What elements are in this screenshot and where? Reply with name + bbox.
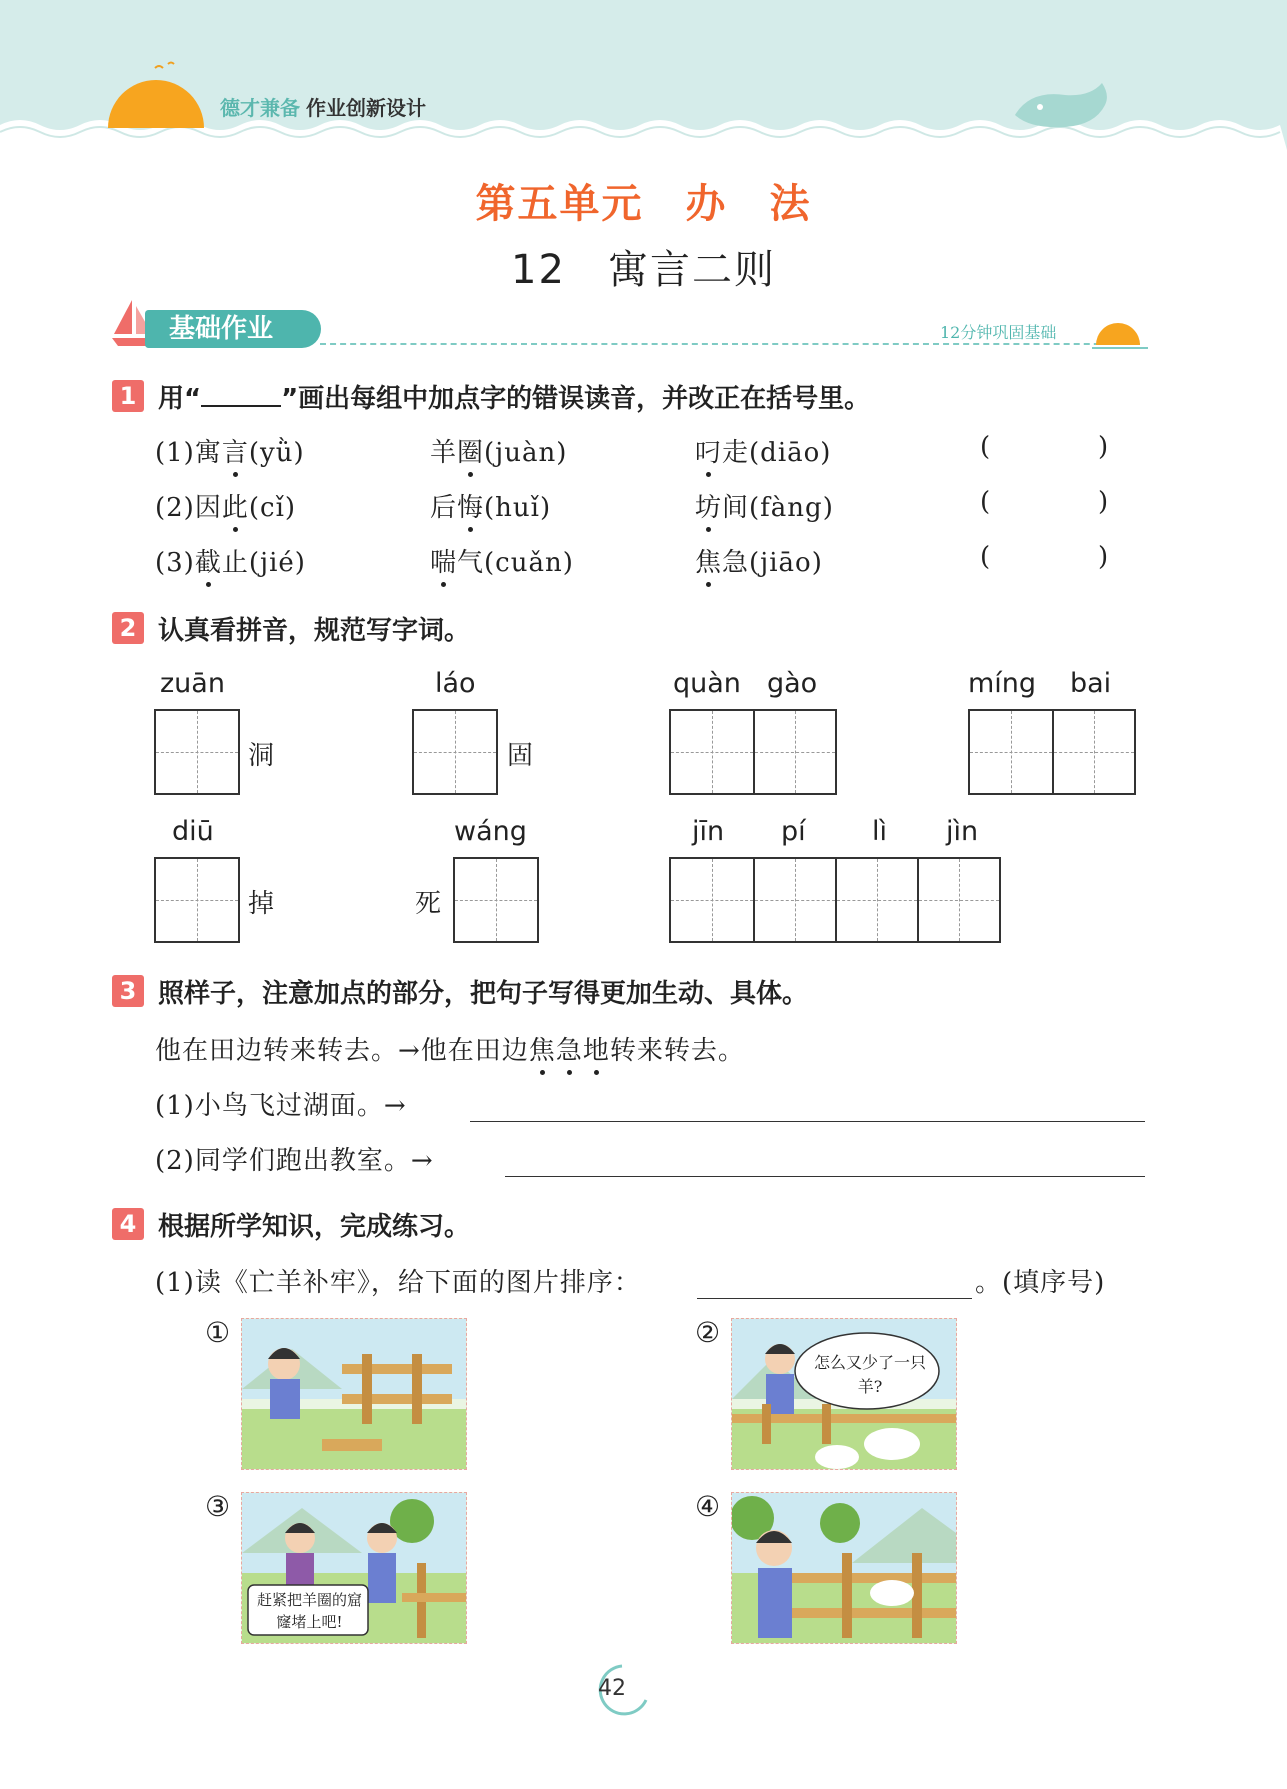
question-1-number: 1 xyxy=(112,380,144,412)
picture-4-number: ④ xyxy=(695,1490,721,1523)
q2-pinyin-zuan: zuān xyxy=(160,668,225,699)
question-3-text: 照样子，注意加点的部分，把句子写得更加生动、具体。 xyxy=(158,979,809,1009)
q2-pinyin-quan: quàn xyxy=(673,668,741,699)
q1-r1b-pinyin: (juàn) xyxy=(484,438,568,468)
q1-r1c-dotted-char: 叼 xyxy=(695,432,722,469)
q1-r2-pinyin: (cǐ) xyxy=(248,493,297,523)
q2-pinyin-wang: wáng xyxy=(454,816,527,847)
q2-pinyin-gao: gào xyxy=(767,668,818,699)
picture-1-illustration xyxy=(242,1319,466,1469)
sun-icon xyxy=(100,60,210,130)
question-3-number: 3 xyxy=(112,975,144,1007)
q2-grid-quangao[interactable] xyxy=(669,709,837,795)
q1-r3-pinyin: (jié) xyxy=(248,548,306,578)
q1-row-1-a xyxy=(155,432,305,469)
q3-answer-line-1[interactable] xyxy=(470,1120,1145,1122)
q1-row-3-answer-open[interactable]: ( xyxy=(980,542,991,572)
q1-row-2-a xyxy=(155,487,296,524)
q1-row-2-answer-open[interactable]: ( xyxy=(980,487,991,517)
q2-grid-mingbai[interactable] xyxy=(968,709,1136,795)
picture-3 xyxy=(241,1492,467,1644)
q3-example xyxy=(155,1030,745,1067)
q1-r2b-char: 后 xyxy=(430,493,458,523)
q2-pinyin-pi: pí xyxy=(781,816,806,847)
q2-pinyin-jin: jīn xyxy=(692,816,725,847)
q1-row-1-b xyxy=(430,432,567,469)
q2-grid-wang[interactable] xyxy=(453,857,539,943)
q1-row-3-a xyxy=(155,542,306,579)
q1-r3b-char: 气 xyxy=(457,548,485,578)
q3-example-dot-1: 焦 xyxy=(529,1030,556,1067)
q1-row-3-c xyxy=(695,542,823,579)
question-4-text: 根据所学知识，完成练习。 xyxy=(158,1212,471,1242)
q1-r3c-pinyin: (jiāo) xyxy=(749,548,823,578)
q1-row-1-answer-close: ) xyxy=(1098,432,1109,462)
q1-r1b-dotted-char: 圈 xyxy=(457,432,484,469)
q1-underline-sample xyxy=(201,385,281,407)
question-1-text xyxy=(158,378,870,415)
q2-grid-diu[interactable] xyxy=(154,857,240,943)
q2-pinyin-diu: diū xyxy=(172,816,214,847)
brand-part-b: 作业创新设计 xyxy=(306,96,426,120)
picture-1 xyxy=(241,1318,467,1470)
q1-r1c-pinyin: (diāo) xyxy=(749,438,832,468)
q1-r3b-pinyin: (cuǎn) xyxy=(484,548,574,578)
q2-pinyin-jin2: jìn xyxy=(946,816,979,847)
q2-grid-lao[interactable] xyxy=(412,709,498,795)
q1-row-2-b xyxy=(430,487,551,524)
picture-4-illustration xyxy=(732,1493,956,1643)
q1-r2c-char: 间 xyxy=(722,493,750,523)
picture-3-number: ③ xyxy=(205,1490,231,1523)
section-divider xyxy=(320,343,1140,345)
q1-r2c-pinyin: (fàng) xyxy=(749,493,834,523)
page-header-band xyxy=(0,0,1287,150)
q2-char-si: 死 xyxy=(415,889,442,919)
q1-r2c-dotted-char: 坊 xyxy=(695,487,722,524)
question-4-number: 4 xyxy=(112,1208,144,1240)
q3-example-post: 转来转去。 xyxy=(609,1036,745,1066)
q1-row-2-c xyxy=(695,487,834,524)
q1-r3-char: 止 xyxy=(221,548,249,578)
q1-r3b-dotted-char: 喘 xyxy=(430,542,457,579)
q2-pinyin-li: lì xyxy=(872,816,888,847)
picture-4 xyxy=(731,1492,957,1644)
q1-text-pre: 用“ xyxy=(158,384,202,414)
unit-title: 第五单元 办 法 xyxy=(475,181,812,227)
whale-icon xyxy=(1010,75,1120,135)
q4-sub1-post: 。(填序号) xyxy=(975,1268,1106,1298)
q3-answer-line-2[interactable] xyxy=(505,1175,1145,1177)
q2-grid-jinpilijin[interactable] xyxy=(669,857,1001,943)
q1-text-post: ”画出每组中加点字的错误读音，并改正在括号里。 xyxy=(281,384,871,414)
lesson-title: 12 寓言二则 xyxy=(511,247,776,293)
section-banner: 基础作业 xyxy=(145,310,321,348)
q1-r2-char: 因 xyxy=(194,493,222,523)
small-sun-icon xyxy=(1090,315,1150,355)
q1-r1b-char: 羊 xyxy=(430,438,458,468)
q2-char-diao: 掉 xyxy=(248,889,275,919)
q1-r1-char: 寓 xyxy=(194,438,222,468)
picture-1-number: ① xyxy=(205,1316,231,1349)
q1-r2-label: (2) xyxy=(155,493,195,523)
q3-example-dot-2: 急 xyxy=(556,1030,583,1067)
q2-grid-zuan[interactable] xyxy=(154,709,240,795)
q4-sub1-text: (1)读《亡羊补牢》，给下面的图片排序： xyxy=(155,1268,641,1298)
q1-row-3-answer-close: ) xyxy=(1098,542,1109,572)
question-2-number: 2 xyxy=(112,612,144,644)
q2-pinyin-ming: míng xyxy=(968,668,1037,699)
q1-r1-pinyin: (yǜ) xyxy=(248,438,305,468)
q1-row-3-b xyxy=(430,542,574,579)
q4-answer-line[interactable] xyxy=(697,1297,972,1299)
q1-r3c-char: 急 xyxy=(722,548,750,578)
page-number: 42 xyxy=(598,1676,626,1701)
picture-3-speech: 赶紧把羊圈的窟窿堵上吧! xyxy=(256,1591,362,1631)
q1-r2b-pinyin: (huǐ) xyxy=(484,493,552,523)
section-note: 12分钟巩固基础 xyxy=(940,323,1057,342)
q1-r2-dotted-char: 此 xyxy=(222,487,249,524)
q2-pinyin-bai: bai xyxy=(1070,668,1112,699)
q2-pinyin-lao: láo xyxy=(435,668,476,699)
q1-r3c-dotted-char: 焦 xyxy=(695,542,722,579)
q3-sentence-1: (1)小鸟飞过湖面。→ xyxy=(155,1091,407,1121)
q1-row-1-answer-open[interactable]: ( xyxy=(980,432,991,462)
q3-sentence-2: (2)同学们跑出教室。→ xyxy=(155,1146,434,1176)
q1-r1c-char: 走 xyxy=(722,438,750,468)
brand-part-a: 德才兼备 xyxy=(220,96,300,120)
picture-2 xyxy=(731,1318,957,1470)
picture-2-speech: 怎么又少了一只羊? xyxy=(813,1353,926,1396)
q1-r3-dotted-char: 截 xyxy=(195,542,222,579)
picture-2-number: ② xyxy=(695,1316,721,1349)
q1-r2b-dotted-char: 悔 xyxy=(457,487,484,524)
q1-r1-dotted-char: 言 xyxy=(222,432,249,469)
q2-char-dong: 洞 xyxy=(248,741,275,771)
question-2-text: 认真看拼音，规范写字词。 xyxy=(158,616,471,646)
q1-row-1-c xyxy=(695,432,831,469)
q3-example-dot-3: 地 xyxy=(583,1030,610,1067)
q3-example-pre: 他在田边转来转去。→他在田边 xyxy=(155,1036,529,1066)
q1-r3-label: (3) xyxy=(155,548,195,578)
brand-title xyxy=(220,92,426,121)
q2-char-gu: 固 xyxy=(507,741,534,771)
q1-row-2-answer-close: ) xyxy=(1098,487,1109,517)
q1-r1-label: (1) xyxy=(155,438,195,468)
